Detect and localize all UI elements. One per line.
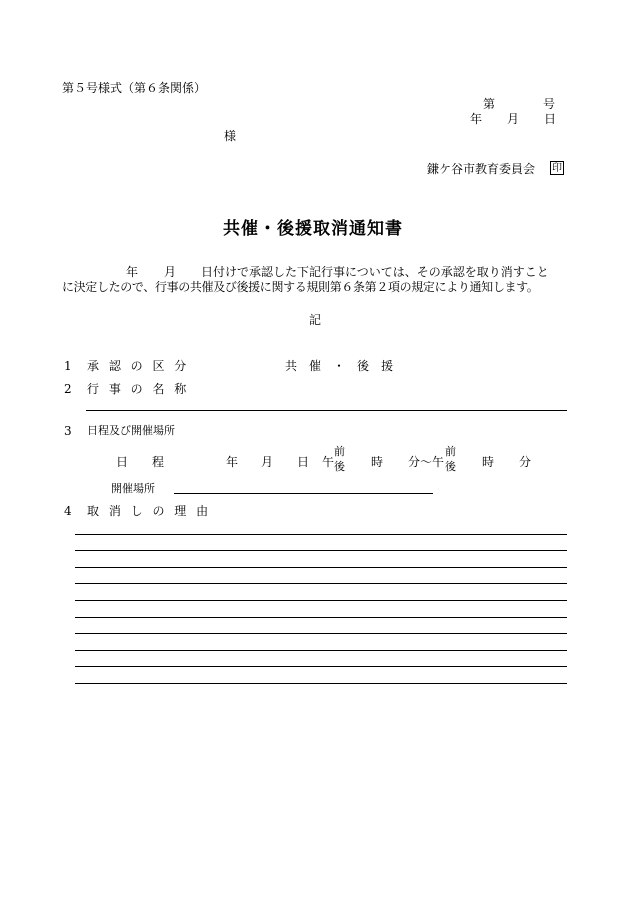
schedule-minute2: 分: [519, 455, 532, 469]
body-line2: に決定したので、行事の共催及び後援に関する規則第６条第２項の規定により通知します。: [62, 280, 539, 294]
document-title: 共催・後援取消通知書: [223, 219, 403, 239]
ampm2-mae: 前: [445, 445, 456, 458]
date-month: 月: [507, 112, 520, 126]
schedule-hour2: 時: [482, 455, 495, 469]
item4-number: 4: [64, 504, 72, 518]
form-label: 第５号様式（第６条関係）: [62, 81, 207, 95]
body-line1: 日付けで承認した下記行事については、その承認を取り消すこと: [201, 265, 549, 279]
reason-line: [75, 550, 567, 551]
ampm-stack-2: [445, 446, 456, 472]
reason-line: [75, 683, 567, 684]
date-year: 年: [470, 112, 483, 126]
item1-number: 1: [64, 359, 72, 373]
number-go: 号: [543, 97, 556, 111]
item2-number: 2: [64, 382, 72, 396]
reason-line: [75, 600, 567, 601]
schedule-hour1: 時: [371, 455, 384, 469]
date-day: 日: [544, 112, 557, 126]
item2-label: 行 事 の 名 称: [87, 382, 190, 396]
reason-line: [75, 567, 567, 568]
venue-line: [174, 493, 433, 494]
issuer-name: 鎌ケ谷市教育委員会: [427, 162, 536, 176]
schedule-month: 月: [261, 455, 274, 469]
schedule-day: 日: [297, 455, 310, 469]
ampm2-ato: 後: [445, 460, 456, 473]
body-month: 月: [164, 265, 177, 279]
addressee-suffix: 様: [224, 129, 237, 143]
reason-line: [75, 666, 567, 667]
venue-label: 開催場所: [111, 482, 155, 495]
item4-label: 取 消 し の 理 由: [87, 504, 212, 518]
ampm-stack-1: [334, 446, 345, 472]
ampm1-ato: 後: [334, 460, 345, 473]
reason-line: [75, 633, 567, 634]
reason-line: [75, 617, 567, 618]
reason-line: [75, 583, 567, 584]
reason-line: [75, 534, 567, 535]
schedule-minute1: 分～午: [408, 455, 445, 469]
item2-name-line: [86, 410, 567, 411]
schedule-go1: 午: [322, 455, 335, 469]
number-dai: 第: [483, 97, 496, 111]
ampm1-mae: 前: [334, 445, 345, 458]
reason-line: [75, 650, 567, 651]
schedule-label: 日 程: [116, 455, 165, 469]
item1-value: 共 催 ・ 後 援: [285, 359, 394, 373]
item3-number: 3: [64, 424, 72, 438]
schedule-year: 年: [226, 455, 239, 469]
ki-marker: 記: [309, 313, 322, 327]
item3-label: 日程及び開催場所: [87, 424, 175, 437]
item1-label: 承 認 の 区 分: [87, 359, 190, 373]
body-year: 年: [126, 265, 139, 279]
seal-mark: 印: [552, 163, 562, 174]
